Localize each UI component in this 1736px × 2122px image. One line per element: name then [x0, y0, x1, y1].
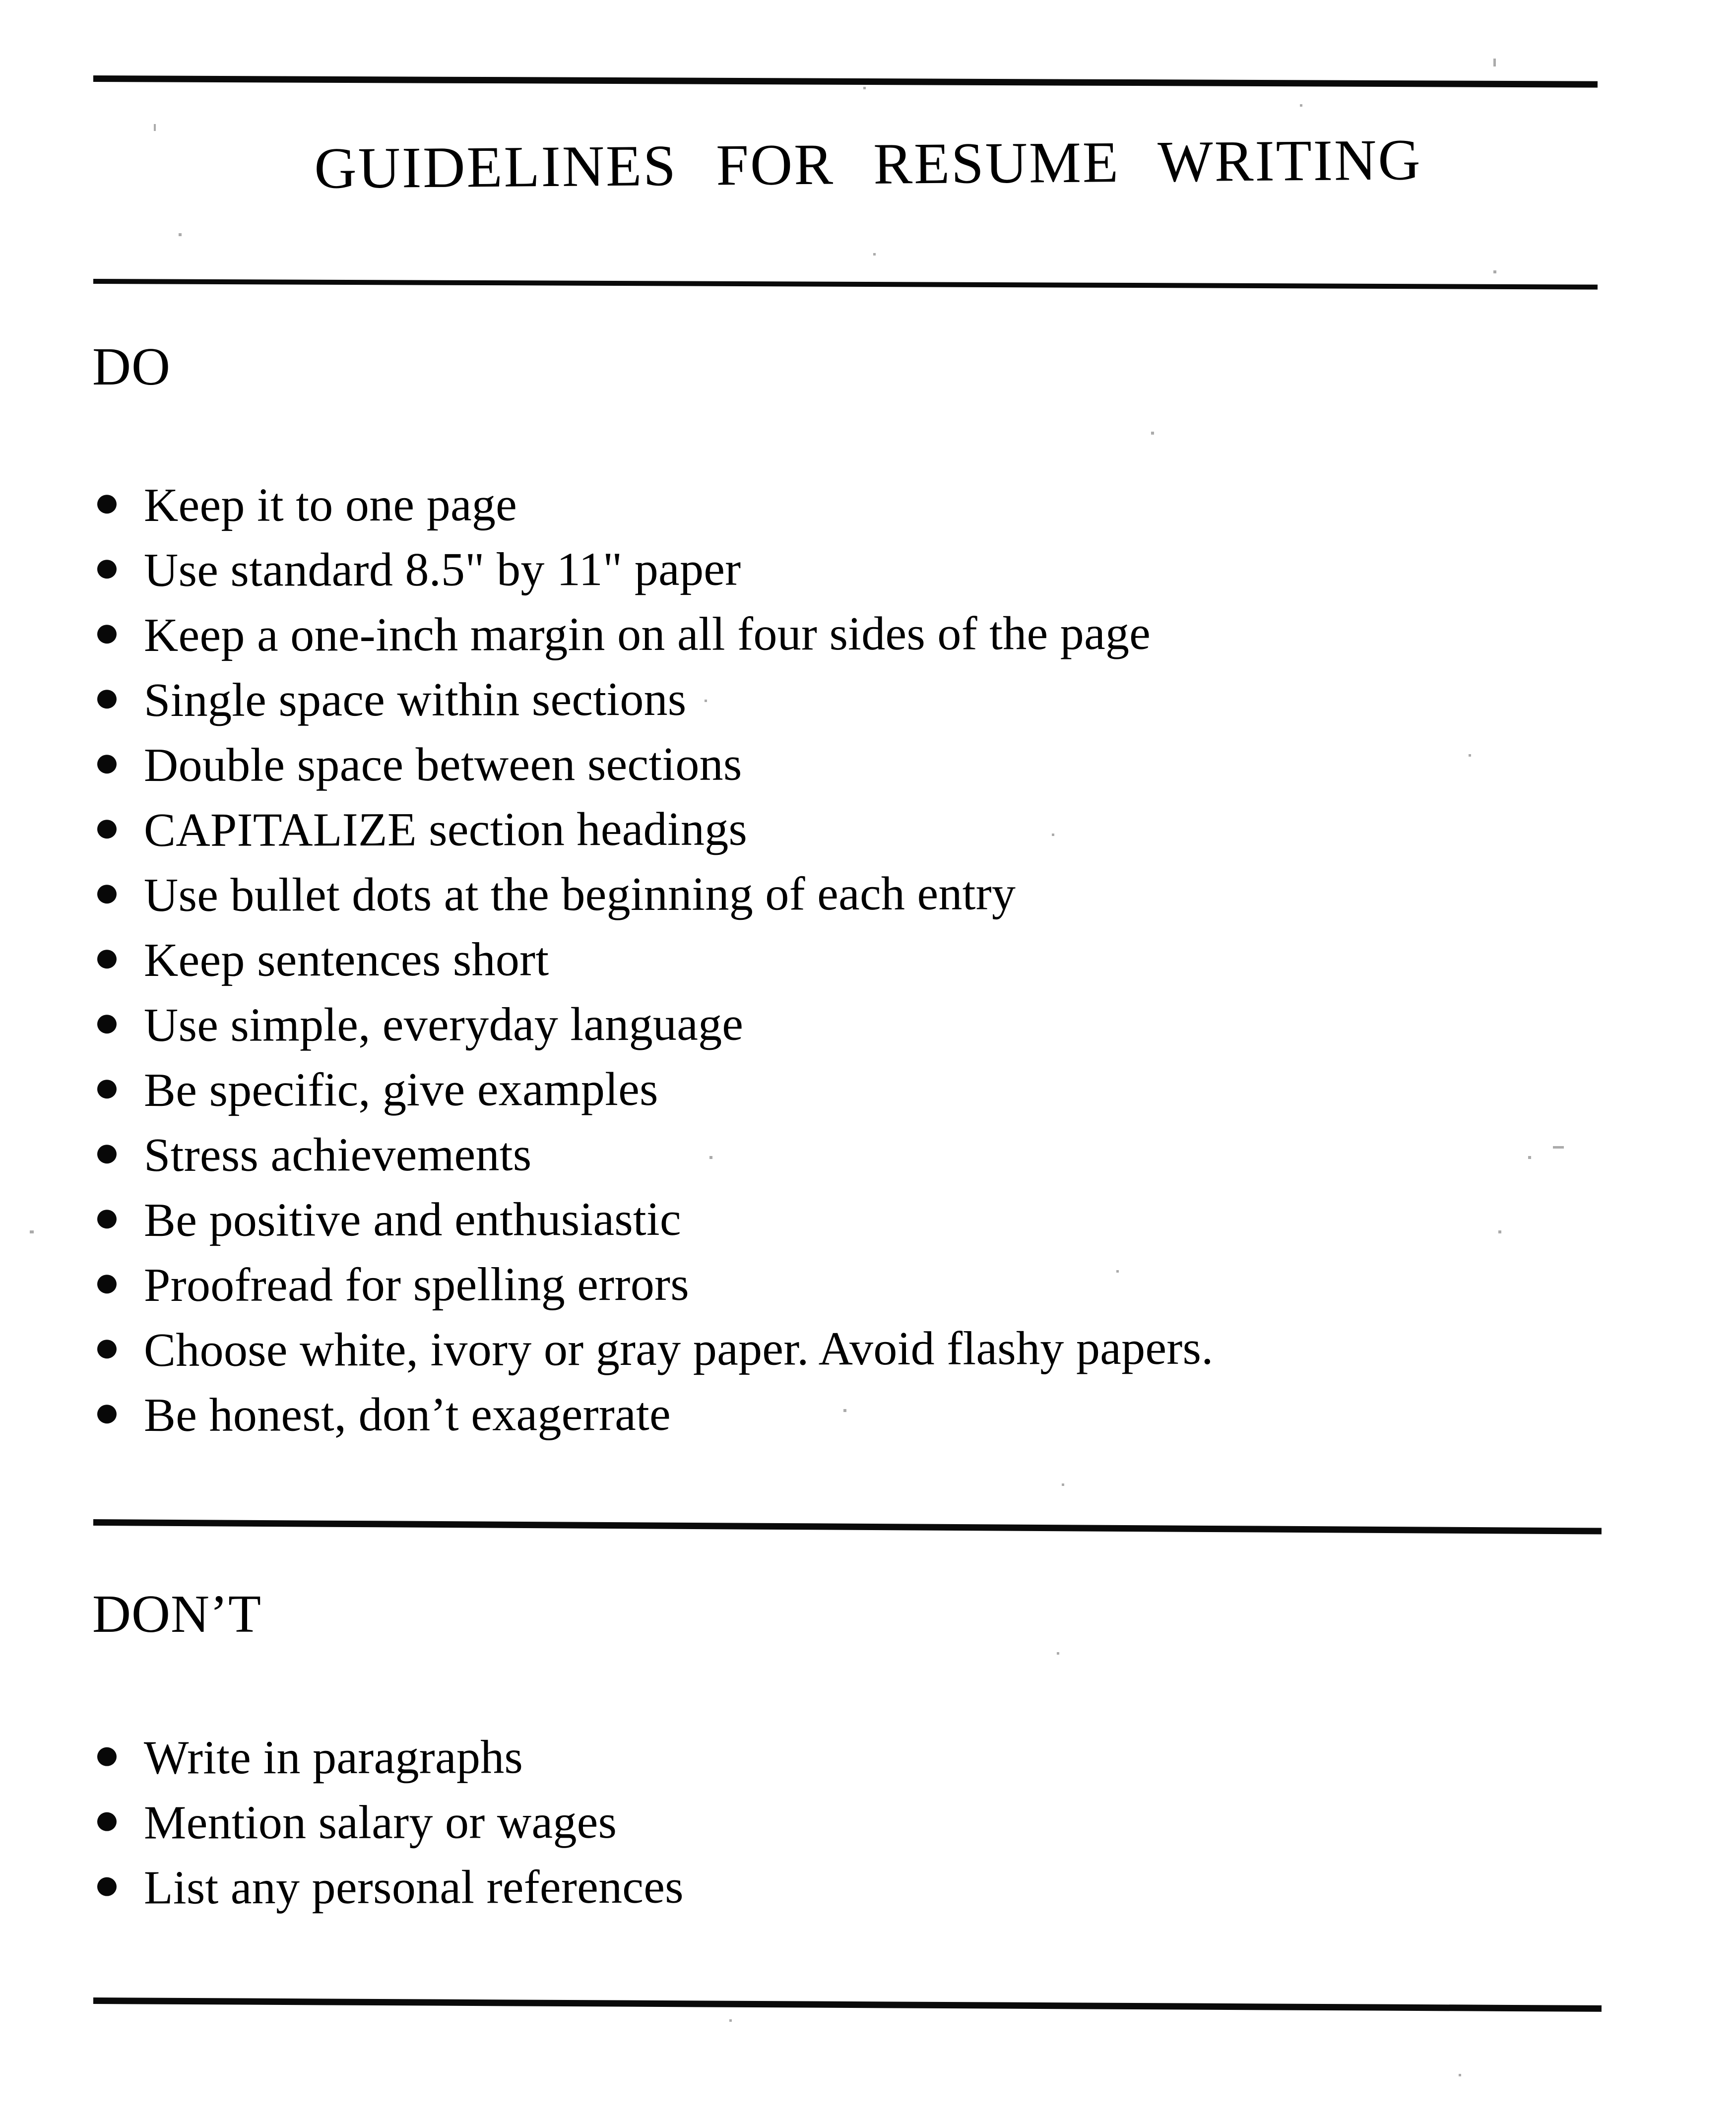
list-item-label: Be positive and enthusiastic	[143, 1192, 681, 1247]
scan-speckle	[1151, 432, 1154, 435]
scan-speckle	[873, 253, 876, 256]
bullet-dot-icon	[97, 560, 117, 579]
list-item	[0, 1062, 1736, 1130]
list-item	[0, 932, 1736, 1000]
list-item-label: Be honest, don’t exagerrate	[143, 1387, 671, 1442]
bullet-dot-icon	[97, 1812, 117, 1831]
list-item	[0, 1860, 1736, 1928]
list-item-label: Use simple, everyday language	[143, 997, 744, 1052]
list-item	[0, 997, 1736, 1065]
scan-speckle	[179, 233, 182, 236]
scan-speckle	[1116, 1270, 1119, 1273]
list-item-label: Stress achievements	[143, 1127, 532, 1182]
horizontal-rule-bottom	[93, 1997, 1602, 2012]
bullet-dot-icon	[97, 495, 117, 514]
scan-speckle	[1057, 1652, 1059, 1655]
bullet-dot-icon	[97, 1015, 117, 1033]
list-item-label: Proofread for spelling errors	[143, 1257, 690, 1312]
list-item-label: Write in paragraphs	[143, 1730, 523, 1784]
list-item	[0, 802, 1736, 870]
bullet-dot-icon	[97, 885, 117, 903]
scan-speckle	[1498, 1230, 1501, 1233]
scan-speckle	[843, 1409, 846, 1412]
list-item-label: Mention salary or wages	[143, 1795, 617, 1849]
bullet-dot-icon	[97, 1145, 117, 1163]
horizontal-rule-under-title	[93, 279, 1598, 290]
scan-speckle	[1553, 1146, 1564, 1149]
scan-speckle	[1052, 834, 1054, 836]
bullet-dot-icon	[97, 820, 117, 838]
bullet-dot-icon	[97, 950, 117, 968]
scan-speckle	[1493, 59, 1496, 66]
list-item-label: Double space between sections	[143, 737, 742, 792]
bullet-dot-icon	[97, 755, 117, 773]
list-item	[0, 607, 1736, 675]
list-item-label: Keep a one-inch margin on all four sides of the page	[143, 606, 1151, 662]
list-item-label: Single space within sections	[143, 672, 687, 727]
do-list	[0, 479, 1736, 1454]
bullet-dot-icon	[97, 1080, 117, 1098]
list-item-label: Choose white, ivory or gray paper. Avoid flashy papers.	[143, 1321, 1214, 1377]
scan-speckle	[154, 124, 156, 131]
scan-speckle	[1062, 1483, 1064, 1486]
scan-speckle	[1528, 1156, 1531, 1159]
list-item	[0, 1257, 1736, 1325]
list-item-label: CAPITALIZE section headings	[143, 802, 748, 857]
page-title: GUIDELINES FOR RESUME WRITING	[314, 127, 1422, 201]
bullet-dot-icon	[97, 625, 117, 643]
list-item	[0, 477, 1736, 545]
list-item	[0, 1730, 1736, 1798]
list-item	[0, 737, 1736, 805]
scan-speckle	[1469, 754, 1471, 757]
scan-speckle	[1493, 270, 1496, 273]
list-item-label: Keep sentences short	[143, 932, 549, 987]
scan-speckle	[30, 1230, 34, 1233]
scan-speckle	[1459, 2074, 1461, 2076]
scan-speckle	[729, 2019, 732, 2022]
scan-speckle	[709, 1156, 712, 1159]
bullet-dot-icon	[97, 1210, 117, 1228]
list-item	[0, 672, 1736, 740]
list-item	[0, 867, 1736, 935]
list-item-label: List any personal references	[143, 1860, 684, 1914]
dont-list	[0, 1732, 1736, 1927]
list-item-label: Keep it to one page	[143, 477, 517, 532]
list-item-label: Use standard 8.5" by 11" paper	[143, 542, 741, 597]
bullet-dot-icon	[97, 1877, 117, 1896]
horizontal-rule-top	[93, 75, 1598, 88]
list-item-label: Use bullet dots at the beginning of each entry	[143, 866, 1016, 922]
horizontal-rule-middle	[93, 1519, 1602, 1535]
scan-speckle	[1300, 104, 1302, 107]
list-item	[0, 1795, 1736, 1863]
scan-speckle	[863, 87, 866, 89]
bullet-dot-icon	[97, 1340, 117, 1358]
list-item	[0, 1192, 1736, 1260]
scan-speckle	[705, 700, 707, 702]
bullet-dot-icon	[97, 1747, 117, 1766]
bullet-dot-icon	[97, 690, 117, 708]
section-heading-do: DO	[92, 337, 171, 396]
bullet-dot-icon	[97, 1275, 117, 1293]
section-heading-dont: DON’T	[92, 1585, 261, 1644]
list-item-label: Be specific, give examples	[143, 1062, 658, 1117]
list-item	[0, 542, 1736, 610]
list-item	[0, 1322, 1736, 1390]
list-item	[0, 1127, 1736, 1195]
list-item	[0, 1387, 1736, 1455]
bullet-dot-icon	[97, 1405, 117, 1423]
